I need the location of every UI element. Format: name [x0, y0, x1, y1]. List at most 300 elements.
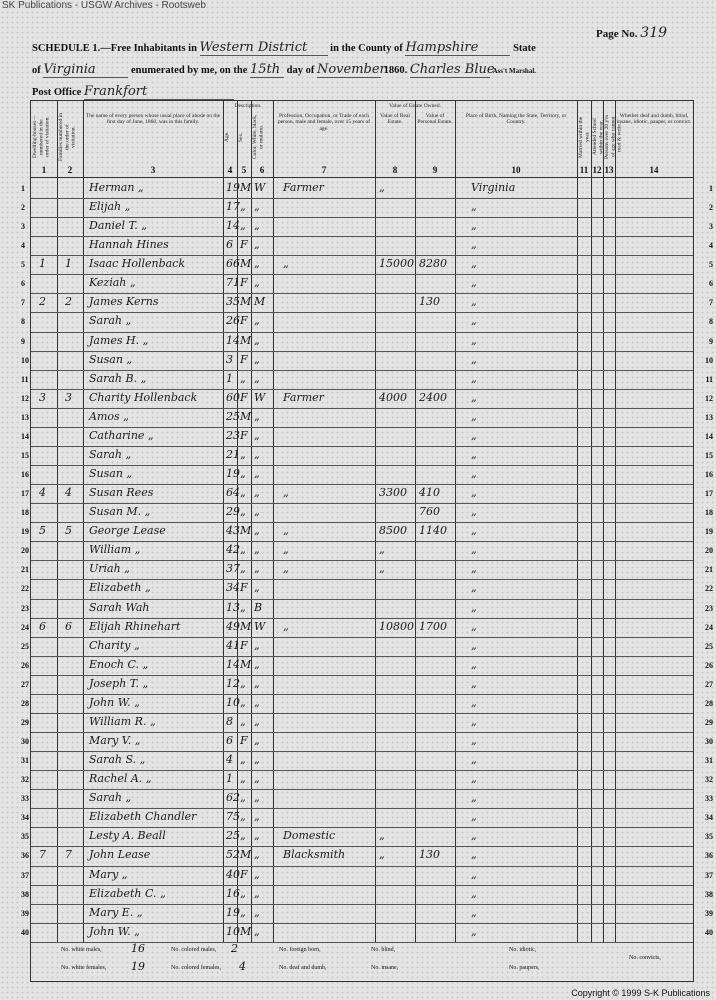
- table-row: [21, 789, 713, 808]
- cell-birth: „: [471, 333, 477, 347]
- cell-real: „: [379, 829, 385, 843]
- cell-color: „: [254, 447, 260, 461]
- cell-name: Elijah „: [89, 200, 131, 214]
- cell-birth: „: [471, 848, 477, 862]
- column-number: 12: [592, 165, 602, 175]
- cell-sex: F: [240, 581, 248, 595]
- row-number-left: 9: [21, 336, 25, 346]
- row-number-right: 16: [705, 470, 713, 480]
- row-number-left: 37: [21, 870, 29, 880]
- row-number-right: 39: [705, 908, 713, 918]
- cell-birth: „: [471, 314, 477, 328]
- table-row: [21, 885, 713, 904]
- cell-real: „: [379, 848, 385, 862]
- cell-dw: 6: [39, 619, 46, 633]
- table-row: [21, 236, 713, 255]
- column-header-14: Whether deaf and dumb, blind, insane, idiotic, pauper, or convict.: [616, 113, 692, 126]
- cell-birth: „: [471, 352, 477, 366]
- row-number-right: 20: [705, 546, 713, 556]
- cell-age: 37: [226, 562, 240, 576]
- cell-birth: „: [471, 676, 477, 690]
- insane-label: No. insane,: [371, 965, 399, 971]
- year-value: 1860.: [383, 65, 408, 76]
- cell-birth: „: [471, 238, 477, 252]
- cell-occ: „: [283, 257, 289, 271]
- cell-age: 14: [226, 657, 240, 671]
- cell-sex: „: [240, 886, 246, 900]
- cell-age: 25: [226, 829, 240, 843]
- cell-sex: „: [240, 772, 246, 786]
- header-text: State: [513, 43, 536, 54]
- cell-sex: „: [240, 486, 246, 500]
- cell-sex: F: [240, 867, 248, 881]
- column-header-10: Place of Birth, Naming the State, Territory, or Country.: [465, 113, 567, 126]
- table-row: [21, 770, 713, 789]
- column-header-9: Value of Personal Estate.: [417, 113, 453, 126]
- row-number-right: 11: [705, 374, 713, 384]
- row-number-right: 34: [705, 813, 713, 823]
- cell-birth: „: [471, 753, 477, 767]
- day-value: 15th: [250, 62, 284, 78]
- cell-sex: M: [240, 295, 252, 309]
- cell-birth: „: [471, 867, 477, 881]
- cell-age: 42: [226, 543, 240, 557]
- cell-age: 52: [226, 848, 240, 862]
- table-row: [21, 579, 713, 598]
- row-number-right: 35: [705, 832, 713, 842]
- colored-males-label: No. colored males,: [171, 947, 217, 953]
- cell-color: B: [254, 600, 263, 614]
- cell-name: James Kerns: [89, 295, 159, 309]
- header-text: Ass't Marshal.: [492, 67, 537, 75]
- row-number-right: 33: [705, 794, 713, 804]
- cell-name: Susan „: [89, 352, 133, 366]
- cell-name: Daniel T. „: [89, 219, 147, 233]
- cell-age: 64: [226, 486, 240, 500]
- table-row: [21, 904, 713, 923]
- row-number-right: 25: [705, 641, 713, 651]
- cell-name: Enoch C. „: [89, 657, 149, 671]
- cell-age: 1: [226, 772, 233, 786]
- cell-age: 19: [226, 905, 240, 919]
- column-header-12: Attended School within the year.: [592, 118, 605, 156]
- cell-color: „: [254, 200, 260, 214]
- cell-sex: M: [240, 409, 252, 423]
- row-number-left: 36: [21, 851, 29, 861]
- cell-occ: „: [283, 486, 289, 500]
- table-row: [21, 312, 713, 331]
- column-number: 8: [392, 165, 398, 175]
- column-number: 5: [241, 165, 247, 175]
- copyright: Copyright © 1999 S-K Publications: [571, 988, 710, 998]
- cell-birth: „: [471, 905, 477, 919]
- column-header-8: Value of Real Estate.: [380, 113, 410, 126]
- cell-fam: 3: [65, 390, 72, 404]
- cell-name: Charity „: [89, 638, 140, 652]
- convicts-label: No. convicts,: [629, 955, 661, 961]
- cell-color: „: [254, 467, 260, 481]
- cell-sex: M: [240, 657, 252, 671]
- cell-sex: „: [240, 695, 246, 709]
- table-row: [21, 293, 713, 312]
- row-number-left: 22: [21, 584, 29, 594]
- cell-name: Mary V. „: [89, 734, 141, 748]
- cell-dw: 3: [39, 390, 46, 404]
- cell-fam: 1: [65, 257, 72, 271]
- cell-real: 3300: [379, 486, 407, 500]
- table-row: [21, 713, 713, 732]
- cell-color: „: [254, 505, 260, 519]
- cell-dw: 2: [39, 295, 46, 309]
- cell-age: 12: [226, 676, 240, 690]
- table-row: [21, 751, 713, 770]
- cell-birth: „: [471, 734, 477, 748]
- cell-age: 17: [226, 200, 240, 214]
- cell-sex: „: [240, 219, 246, 233]
- table-row: [21, 541, 713, 560]
- table-row: [21, 923, 713, 942]
- cell-occ: Domestic: [283, 829, 336, 843]
- cell-color: „: [254, 791, 260, 805]
- cell-birth: „: [471, 924, 477, 938]
- cell-color: „: [254, 486, 260, 500]
- row-number-left: 5: [21, 260, 25, 270]
- cell-occ: Blacksmith: [283, 848, 346, 862]
- header-line-1: [32, 40, 536, 56]
- cell-age: 19: [226, 181, 240, 194]
- cell-birth: „: [471, 447, 477, 461]
- cell-name: Sarah „: [89, 314, 132, 328]
- row-number-left: 10: [21, 355, 29, 365]
- header-text: SCHEDULE 1.—Free Inhabitants in: [32, 43, 197, 54]
- cell-pers: 130: [419, 848, 440, 862]
- cell-birth: „: [471, 714, 477, 728]
- row-number-left: 20: [21, 546, 29, 556]
- row-number-left: 31: [21, 756, 29, 766]
- cell-color: „: [254, 524, 260, 538]
- cell-sex: F: [240, 276, 248, 290]
- cell-name: Sarah „: [89, 791, 132, 805]
- cell-color: „: [254, 848, 260, 862]
- page-number-label: Page No.: [596, 28, 638, 40]
- cell-name: Isaac Hollenback: [89, 257, 186, 271]
- row-number-left: 15: [21, 450, 29, 460]
- row-number-right: 6: [709, 279, 713, 289]
- row-number-right: 9: [709, 336, 713, 346]
- cell-color: „: [254, 371, 260, 385]
- cell-name: Rachel A. „: [89, 772, 152, 786]
- row-number-right: 17: [705, 489, 713, 499]
- row-number-left: 25: [21, 641, 29, 651]
- row-number-right: 14: [705, 431, 713, 441]
- paupers-label: No. paupers,: [509, 965, 540, 971]
- row-number-right: 21: [705, 565, 713, 575]
- cell-pers: 130: [419, 295, 440, 309]
- row-number-left: 8: [21, 317, 25, 327]
- row-number-right: 15: [705, 450, 713, 460]
- cell-sex: M: [240, 848, 252, 862]
- row-number-right: 31: [705, 756, 713, 766]
- cell-age: 6: [226, 734, 233, 748]
- table-row: [21, 370, 713, 389]
- cell-pers: 2400: [419, 390, 447, 404]
- cell-name: Charity Hollenback: [89, 390, 198, 404]
- cell-sex: F: [240, 638, 248, 652]
- cell-color: „: [254, 886, 260, 900]
- cell-age: 13: [226, 600, 240, 614]
- cell-real: „: [379, 543, 385, 557]
- table-row: [21, 656, 713, 675]
- row-number-left: 17: [21, 489, 29, 499]
- cell-age: 23: [226, 428, 240, 442]
- row-number-right: 23: [705, 603, 713, 613]
- cell-sex: F: [240, 734, 248, 748]
- cell-color: „: [254, 333, 260, 347]
- row-number-left: 13: [21, 412, 29, 422]
- post-office-label: Post Office: [32, 87, 82, 98]
- table-row: [21, 389, 713, 408]
- table-row: [21, 351, 713, 370]
- cell-occ: „: [283, 543, 289, 557]
- row-number-left: 1: [21, 184, 25, 193]
- header-divider: [31, 177, 693, 178]
- header-text: enumerated by me, on the: [131, 65, 248, 76]
- cell-birth: „: [471, 772, 477, 786]
- cell-sex: „: [240, 753, 246, 767]
- cell-age: 14: [226, 333, 240, 347]
- cell-fam: 5: [65, 524, 72, 538]
- row-number-right: 1: [709, 184, 713, 193]
- cell-age: 1: [226, 371, 233, 385]
- column-number: 10: [511, 165, 521, 175]
- row-number-left: 18: [21, 508, 29, 518]
- cell-age: 6: [226, 238, 233, 252]
- cell-color: „: [254, 581, 260, 595]
- column-number: 1: [41, 165, 47, 175]
- header-line-2: [32, 62, 536, 78]
- cell-age: 75: [226, 810, 240, 824]
- cell-age: 29: [226, 505, 240, 519]
- state-value: Virginia: [43, 62, 128, 78]
- white-males-value: 16: [131, 942, 145, 955]
- description-group-label: Description.: [234, 103, 262, 109]
- row-number-right: 32: [705, 775, 713, 785]
- cell-sex: „: [240, 505, 246, 519]
- table-row: [21, 675, 713, 694]
- row-number-right: 19: [705, 527, 713, 537]
- row-number-left: 4: [21, 241, 25, 251]
- cell-name: Sarah Wah: [89, 600, 150, 614]
- cell-fam: 7: [65, 848, 72, 862]
- cell-sex: „: [240, 905, 246, 919]
- row-number-left: 2: [21, 203, 25, 213]
- cell-occ: Farmer: [283, 390, 324, 404]
- cell-age: 3: [226, 352, 233, 366]
- cell-sex: M: [240, 924, 252, 938]
- cell-sex: „: [240, 829, 246, 843]
- cell-color: W: [254, 619, 266, 633]
- row-number-right: 5: [709, 260, 713, 270]
- cell-sex: F: [240, 314, 248, 328]
- cell-name: Sarah „: [89, 447, 132, 461]
- row-number-left: 6: [21, 279, 25, 289]
- header-text: day of: [286, 65, 315, 76]
- column-number: 2: [67, 165, 73, 175]
- cell-color: „: [254, 219, 260, 233]
- table-row: [21, 427, 713, 446]
- census-table: [21, 100, 713, 943]
- table-row: [21, 503, 713, 522]
- cell-color: „: [254, 543, 260, 557]
- colored-females-label: No. colored females,: [171, 965, 221, 971]
- row-number-left: 27: [21, 679, 29, 689]
- row-number-right: 3: [709, 222, 713, 232]
- table-row: [21, 808, 713, 827]
- cell-dw: 4: [39, 486, 46, 500]
- cell-color: „: [254, 314, 260, 328]
- cell-sex: „: [240, 200, 246, 214]
- cell-color: „: [254, 276, 260, 290]
- cell-sex: F: [240, 428, 248, 442]
- cell-birth: „: [471, 505, 477, 519]
- cell-age: 49: [226, 619, 240, 633]
- table-row: [21, 484, 713, 503]
- cell-birth: „: [471, 791, 477, 805]
- cell-name: Keziah „: [89, 276, 136, 290]
- column-number: 7: [321, 165, 327, 175]
- page-number-value: 319: [640, 25, 668, 41]
- table-row: [21, 198, 713, 217]
- row-number-left: 12: [21, 393, 29, 403]
- column-header-7: Profession, Occupation, or Trade of each person, male and female, over 15 years of age.: [277, 113, 371, 132]
- row-number-left: 11: [21, 374, 29, 384]
- cell-age: 8: [226, 714, 233, 728]
- cell-real: „: [379, 181, 385, 194]
- colored-males-value: 2: [231, 942, 238, 955]
- foreign-born-label: No. foreign born,: [279, 947, 321, 953]
- cell-age: 71: [226, 276, 240, 290]
- cell-fam: 6: [65, 619, 72, 633]
- row-number-left: 21: [21, 565, 29, 575]
- cell-sex: „: [240, 810, 246, 824]
- cell-sex: „: [240, 791, 246, 805]
- cell-color: „: [254, 657, 260, 671]
- cell-sex: M: [240, 619, 252, 633]
- watermark: SK Publications - USGW Archives - Rootsweb: [2, 0, 206, 11]
- cell-color: „: [254, 924, 260, 938]
- row-number-left: 33: [21, 794, 29, 804]
- cell-sex: „: [240, 562, 246, 576]
- cell-occ: „: [283, 524, 289, 538]
- page-number: [596, 25, 667, 41]
- row-number-right: 18: [705, 508, 713, 518]
- cell-birth: „: [471, 467, 477, 481]
- cell-sex: M: [240, 257, 252, 271]
- row-number-left: 14: [21, 431, 29, 441]
- cell-name: Mary „: [89, 867, 128, 881]
- column-header-6: Color, White, black, or mulatto.: [252, 114, 265, 160]
- cell-age: 41: [226, 638, 240, 652]
- cell-name: Elizabeth C. „: [89, 886, 166, 900]
- table-row: [21, 846, 713, 865]
- cell-color: „: [254, 867, 260, 881]
- cell-birth: „: [471, 295, 477, 309]
- cell-color: W: [254, 390, 266, 404]
- column-number: 9: [432, 165, 438, 175]
- table-row: [21, 446, 713, 465]
- cell-occ: „: [283, 562, 289, 576]
- cell-name: Lesty A. Beall: [89, 829, 166, 843]
- column-header-2: Families numbered in the order of visitation.: [58, 113, 77, 161]
- row-number-left: 19: [21, 527, 29, 537]
- table-row: [21, 866, 713, 885]
- cell-birth: „: [471, 810, 477, 824]
- cell-sex: „: [240, 371, 246, 385]
- cell-name: Sarah B. „: [89, 371, 147, 385]
- row-number-right: 36: [705, 851, 713, 861]
- column-header-4: Age.: [224, 131, 230, 143]
- header-text: in the County of: [330, 43, 403, 54]
- cell-color: „: [254, 238, 260, 252]
- cell-name: Elijah Rhinehart: [89, 619, 181, 633]
- row-number-right: 7: [709, 298, 713, 308]
- cell-occ: Farmer: [283, 181, 324, 194]
- row-number-left: 16: [21, 470, 29, 480]
- table-row: [21, 465, 713, 484]
- column-number: 13: [604, 165, 614, 175]
- deaf-dumb-label: No. deaf and dumb,: [279, 965, 327, 971]
- cell-name: George Lease: [89, 524, 166, 538]
- cell-color: „: [254, 352, 260, 366]
- cell-color: „: [254, 428, 260, 442]
- cell-birth: „: [471, 219, 477, 233]
- cell-age: 10: [226, 924, 240, 938]
- cell-sex: M: [240, 524, 252, 538]
- row-number-left: 32: [21, 775, 29, 785]
- cell-real: 15000: [379, 257, 414, 271]
- cell-sex: F: [240, 390, 248, 404]
- cell-real: 10800: [379, 619, 414, 633]
- cell-sex: M: [240, 333, 252, 347]
- table-row: [21, 637, 713, 656]
- cell-color: M: [254, 295, 266, 309]
- blind-label: No. blind,: [371, 947, 396, 953]
- cell-birth: „: [471, 543, 477, 557]
- cell-real: 4000: [379, 390, 407, 404]
- cell-age: 34: [226, 581, 240, 595]
- cell-name: William „: [89, 543, 141, 557]
- cell-color: „: [254, 753, 260, 767]
- cell-sex: F: [240, 238, 248, 252]
- cell-color: „: [254, 829, 260, 843]
- row-number-left: 40: [21, 927, 29, 937]
- cell-color: „: [254, 676, 260, 690]
- row-number-right: 40: [705, 927, 713, 937]
- cell-pers: 1140: [419, 524, 447, 538]
- row-number-left: 30: [21, 737, 29, 747]
- cell-birth: Virginia: [471, 181, 516, 194]
- cell-age: 14: [226, 219, 240, 233]
- white-females-label: No. white females,: [61, 965, 107, 971]
- cell-pers: 8280: [419, 257, 447, 271]
- month-value: November: [316, 62, 386, 77]
- cell-sex: „: [240, 714, 246, 728]
- cell-age: 26: [226, 314, 240, 328]
- table-row: [21, 217, 713, 236]
- cell-birth: „: [471, 638, 477, 652]
- cell-birth: „: [471, 486, 477, 500]
- column-number: 4: [227, 165, 233, 175]
